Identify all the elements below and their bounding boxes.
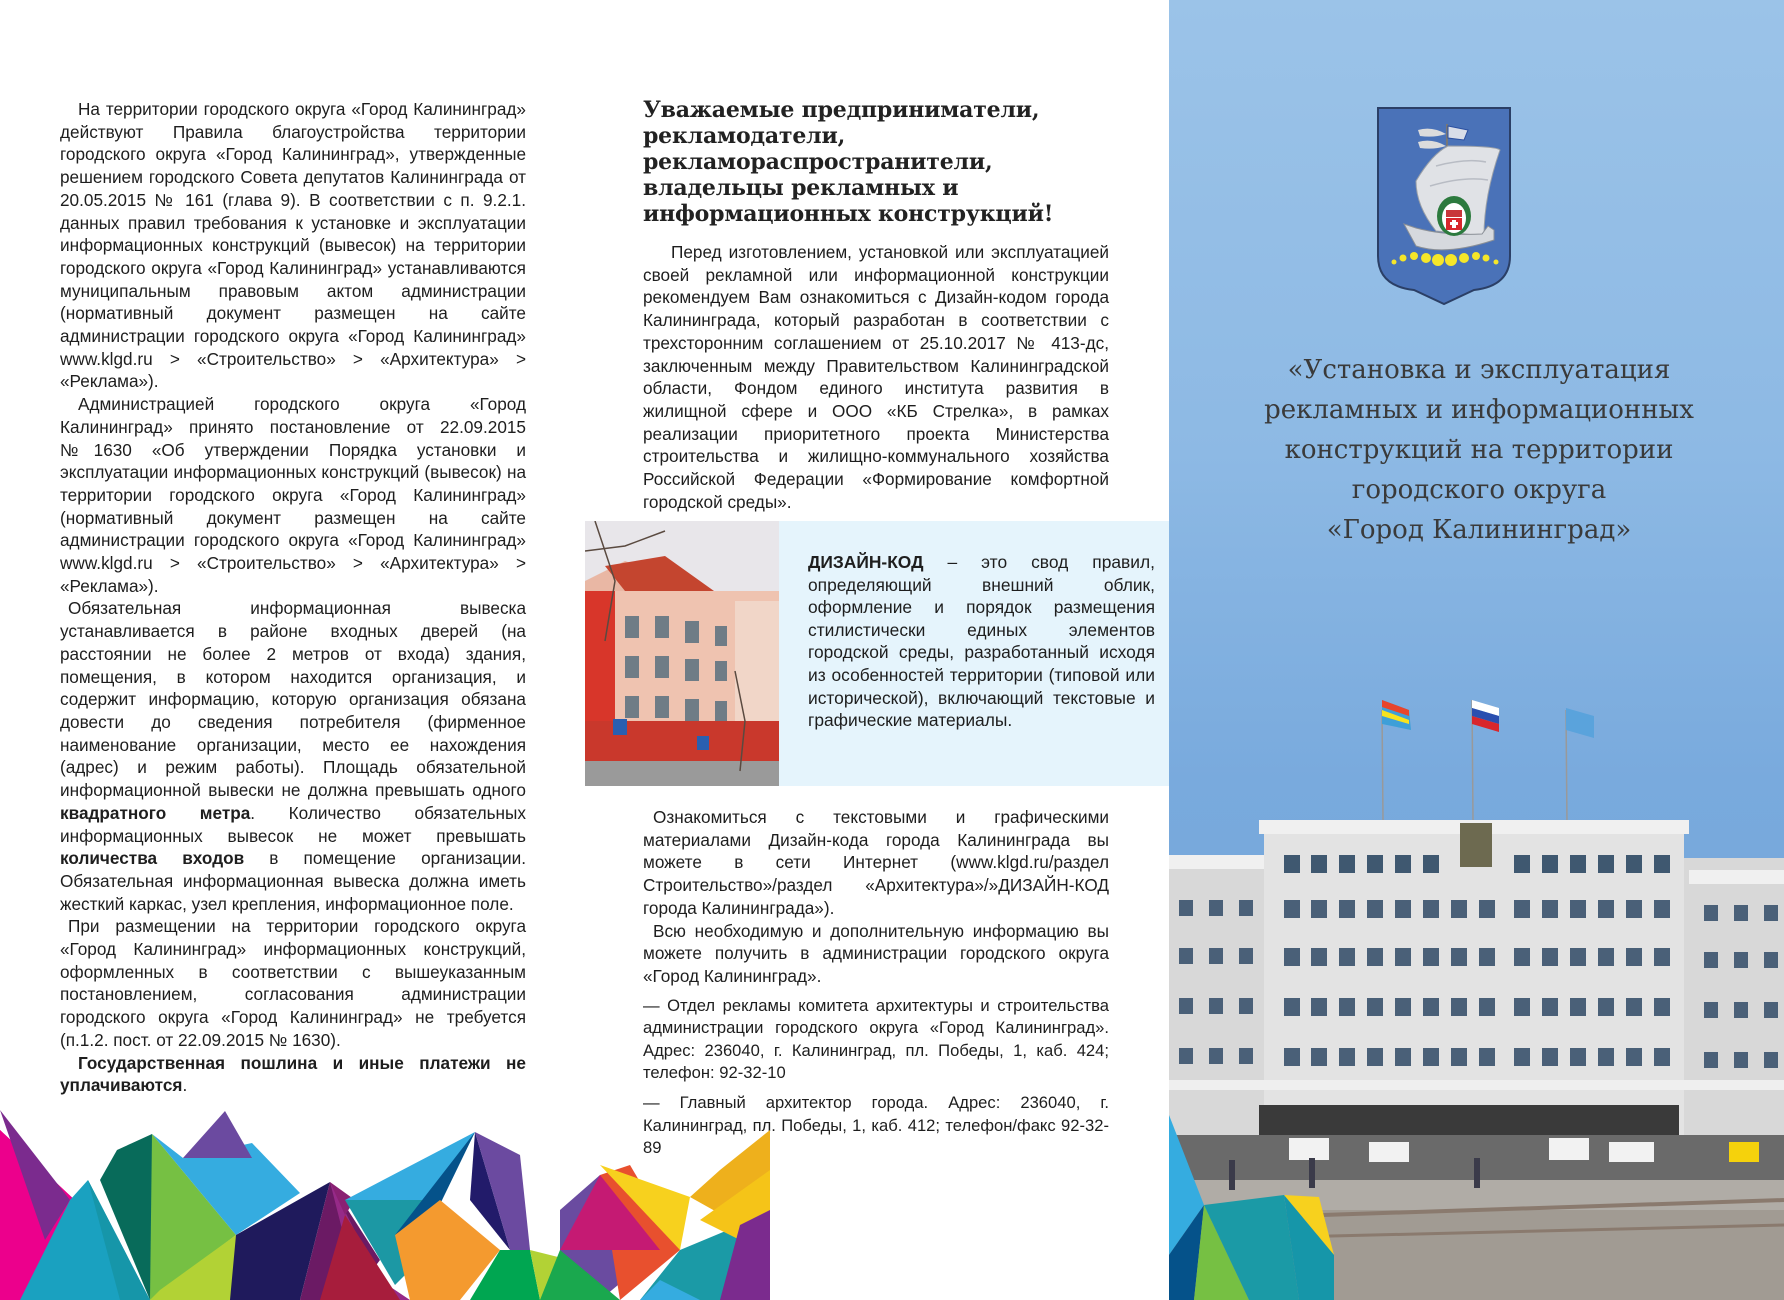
- contact-advertising-dept: — Отдел рекламы комитета архитектуры и строительства администрации городского округа «Город Калининград». Адрес: 236040, г. Калининград, пл. Победы, 1, каб. 424; телефон: 92-32-10: [643, 995, 1109, 1083]
- bold-span: количества входов: [60, 848, 245, 869]
- cover-polygon-decoration: [1169, 1115, 1459, 1300]
- text-span: .: [182, 1075, 188, 1096]
- materials-paragraph: Ознакомиться с текстовыми и графическими материалами Дизайн-кода города Калининграда вы можете в сети Интернет (www.klgd.ru/раздел Строительство»/раздел «Архитектура»/»ДИЗАЙН-КОД города Калининграда»).: [643, 807, 1109, 918]
- bold-span: Государственная пошлина и иные платежи не уплачиваются: [60, 1052, 526, 1096]
- design-code-text: – это свод правил, определяющий внешний облик, оформление и порядок размещения стилистически единых элементов городской среды, разработанный исходя из особенностей территории (типовой или исторической), включающий текстовые и графические материалы.: [808, 552, 1155, 731]
- address-heading: Уважаемые предприниматели, рекламодатели, рекламораспространители, владельцы рекламных и информационных конструкций!: [643, 97, 1054, 227]
- middle-column: [643, 97, 1109, 513]
- fees-paragraph: [60, 1052, 526, 1097]
- cover-title-line: конструкций на территории: [1284, 435, 1674, 465]
- text-span: . Количество обязательных информационных вывесок не может превышать: [60, 802, 526, 846]
- cover-panel: [1169, 0, 1784, 1300]
- contact-chief-architect: — Главный архитектор города. Адрес: 236040, г. Калининград, пл. Победы, 1, каб. 412; телефон/факс 92-32-89: [643, 1093, 1109, 1158]
- mandatory-sign-paragraph: [60, 597, 526, 915]
- design-code-box: [585, 521, 1169, 786]
- text-span: в помещение организации. Обязательная информационная вывеска должна иметь жесткий каркас, узел крепления, информационное поле.: [60, 848, 526, 914]
- coat-of-arms-icon: [1376, 106, 1512, 306]
- polygon-decoration: [0, 1110, 1169, 1300]
- text-span: Обязательная информационная вывеска устанавливается в районе входных дверей (на расстоянии не более 2 метров от входа) здания, помещения, в котором находится организация, и содержит информацию, которую организация обязана довести до сведения потребителя (фирменное наименование организации, место ее нахождения (адрес) и режим работы). Площадь обязательной информационной вывески не должна превышать одного: [60, 598, 526, 801]
- cover-title: [1209, 350, 1749, 550]
- left-column: [60, 98, 526, 1097]
- resolution-paragraph: Администрацией городского округа «Город Калининград» принято постановление от 22.09.2015 №1630 «Об утверждении Порядка установки и эксплуатации информационных конструкций (вывесок) на территории городского округа «Город Калининград» (нормативный документ размещен на сайте администрации городского округа «Город Калининград» www.klgd.ru > «Строительство» > «Архитектура» > «Реклама»).: [60, 394, 526, 596]
- intro-paragraph: Перед изготовлением, установкой или эксплуатацией своей рекламной или информационной конструкции рекомендуем Вам ознакомиться с Дизайн-кодом города Калининграда, который разработан в соответствии с трехсторонним соглашением от 25.10.2017 № 413-дс, заключенным между Правительством Калининградской области, Фондом единого института развития в жилищной сфере и ООО «КБ Стрелка», в рамках реализации приоритетного проекта Министерства строительства и жилищно-коммунального хозяйства Российской Федерации «Формирование комфортной городской среды».: [643, 242, 1109, 512]
- rules-paragraph: На территории городского округа «Город Калининград» действуют Правила благоустройства территории городского округа «Город Калининград», утвержденные решением городского Совета депутатов Калининграда от 20.05.2015 № 161 (глава 9). В соответствии с п. 9.2.1. данных правил требования к установке и эксплуатации информационных конструкций (вывесок) на территории городского округа «Город Калининград» устанавливаются муниципальным правовым актом администрации (нормативный документ размещен на сайте администрации городского округа «Город Калининград» www.klgd.ru > «Строительство» > «Архитектура» > «Реклама»).: [60, 99, 526, 392]
- cover-title-line: рекламных и информационных: [1264, 395, 1694, 425]
- street-building-photo: [585, 521, 779, 786]
- middle-column-bottom: [643, 806, 1109, 1160]
- cover-title-line: «Город Калининград»: [1326, 515, 1632, 545]
- design-code-definition: [808, 551, 1155, 732]
- design-code-term: ДИЗАЙН-КОД: [808, 552, 924, 572]
- placement-paragraph: При размещении на территории городского округа «Город Калининград» информационных конструкций, оформленных в соответствии с вышеуказанным постановлением, согласования администрации городского округа «Город Калининград» не требуется (п.1.2. пост. от 22.09.2015 № 1630).: [60, 916, 526, 1050]
- bold-span: квадратного метра: [60, 802, 251, 823]
- info-paragraph: Всю необходимую и дополнительную информацию вы можете получить в администрации городского округа «Город Калининград».: [643, 920, 1109, 986]
- cover-title-line: городского округа: [1351, 475, 1607, 505]
- cover-title-line: «Установка и эксплуатация: [1287, 355, 1671, 385]
